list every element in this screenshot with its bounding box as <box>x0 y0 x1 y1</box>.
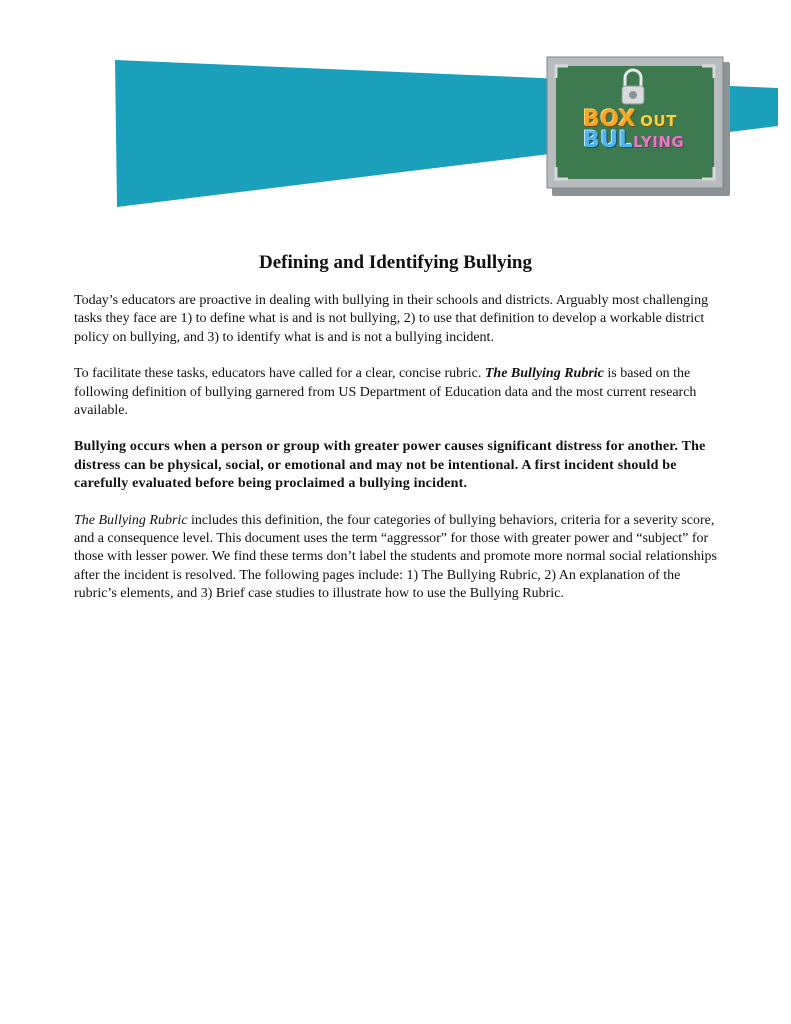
logo-word-out: OUT <box>640 112 677 130</box>
paragraph-text: is based on the following definition of bullying garnered from US Department of Education data and the most current research available. <box>74 366 697 419</box>
logo-line-2 <box>583 128 684 153</box>
logo-word-bul: BUL <box>583 128 634 153</box>
page-title: Defining and Identifying Bullying <box>259 252 532 273</box>
logo-word-lying: LYING <box>633 133 685 151</box>
paragraph-intro: Today’s educators are proactive in dealing with bullying in their schools and districts. Arguably most challenging tasks they face are 1) to define what is and is not bullying, 2) to use that definition to develop a workable district policy on bullying, and 3) to identify what is and is not a bullying incident. <box>74 293 709 345</box>
paragraph-rubric-purpose <box>74 365 724 420</box>
paragraph-text: includes this definition, the four categories of bullying behaviors, criteria for a severity score, and a consequence level. This document uses the term “aggressor” for those with greater power and “subject” for those with lesser power. We find these terms don’t label the students and promote more normal social relationships after the incident is resolved. The following pages include: 1) The Bullying Rubric, 2) An explanation of the rubric’s elements, and 3) Brief case studies to illustrate how to use the Bullying Rubric. <box>74 512 717 602</box>
box-out-bullying-logo <box>545 56 731 196</box>
document-body <box>74 292 724 622</box>
logo-word-box: BOX <box>583 107 637 132</box>
paragraph-rubric-contents <box>74 512 724 604</box>
rubric-title-emphasis: The Bullying Rubric <box>74 512 188 528</box>
bullying-definition: Bullying occurs when a person or group with greater power causes significant distress for another. The distress can be physical, social, or emotional and may not be intentional. A first incident should be carefully evaluated before being proclaimed a bullying incident. <box>74 439 706 492</box>
paragraph-text: To facilitate these tasks, educators have called for a clear, concise rubric. <box>74 366 485 382</box>
rubric-title-emphasis: The Bullying Rubric <box>484 366 604 382</box>
